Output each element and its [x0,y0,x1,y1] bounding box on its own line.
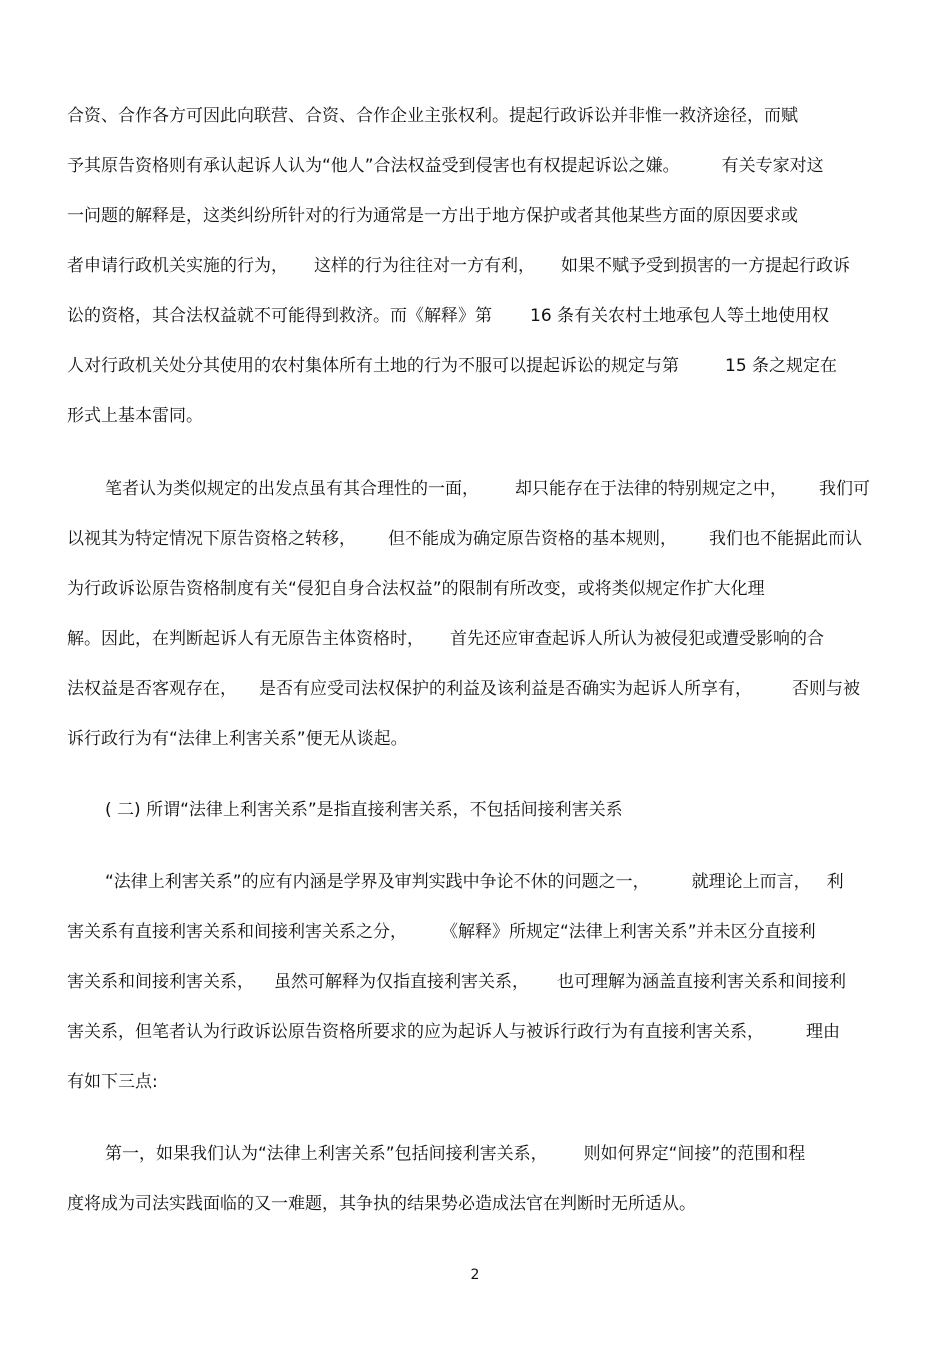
text-line: 害关系有直接利害关系和间接利害关系之分， 《解释》所规定“法律上利害关系”并未区分直接利 [67,922,816,942]
text-line: 第一，如果我们认为“法律上利害关系”包括间接利害关系， 则如何界定“间接”的范围和程 [105,1144,806,1164]
text-line: 一问题的解释是，这类纠纷所针对的行为通常是一方出于地方保护或者其他某些方面的原因要求或 [67,206,798,226]
text-line: 笔者认为类似规定的出发点虽有其合理性的一面， 却只能存在于法律的特别规定之中， 我们可 [105,479,870,499]
text-line: 害关系，但笔者认为行政诉讼原告资格所要求的应为起诉人与被诉行政行为有直接利害关系， 理由 [67,1022,840,1042]
text-line: 度将成为司法实践面临的又一难题，其争执的结果势必造成法官在判断时无所适从。 [67,1194,696,1214]
text-line: 形式上基本雷同。 [67,406,203,426]
text-line: 人对行政机关处分其使用的农村集体所有土地的行为不服可以提起诉讼的规定与第 15 条之规定在 [67,356,838,376]
page-number: 2 [470,1267,480,1283]
text-line: 合资、合作各方可因此向联营、合资、合作企业主张权利。提起行政诉讼并非惟一救济途径，而赋 [67,106,798,126]
text-line: 讼的资格，其合法权益就不可能得到救济。而《解释》第 16 条有关农村土地承包人等土地使用权 [67,306,830,326]
text-line: 为行政诉讼原告资格制度有关“侵犯自身合法权益”的限制有所改变，或将类似规定作扩大化理 [67,579,765,599]
text-line: 以视其为特定情况下原告资格之转移， 但不能成为确定原告资格的基本规则， 我们也不能据此而认 [67,529,862,549]
text-line: 害关系和间接利害关系， 虽然可解释为仅指直接利害关系， 也可理解为涵盖直接利害关系和间接利 [67,972,846,992]
text-line: 有如下三点: [67,1072,158,1092]
text-line: 解。因此，在判断起诉人有无原告主体资格时， 首先还应审查起诉人所认为被侵犯或遭受影响的合 [67,629,824,649]
text-line: 者申请行政机关实施的行为， 这样的行为往往对一方有利， 如果不赋予受到损害的一方提起行政诉 [67,256,850,276]
text-line: ( 二) 所谓“法律上利害关系”是指直接利害关系，不包括间接利害关系 [105,800,623,820]
text-line: 诉行政行为有“法律上利害关系”便无从谈起。 [67,729,408,749]
text-line: 法权益是否客观存在， 是否有应受司法权保护的利益及该利益是否确实为起诉人所享有， 否则与被 [67,679,860,699]
text-line: 予其原告资格则有承认起诉人认为“他人”合法权益受到侵害也有权提起诉讼之嫌。 有关专家对这 [67,156,824,176]
text-line: “法律上利害关系”的应有内涵是学界及审判实践中争论不休的问题之一， 就理论上而言， 利 [105,872,844,892]
